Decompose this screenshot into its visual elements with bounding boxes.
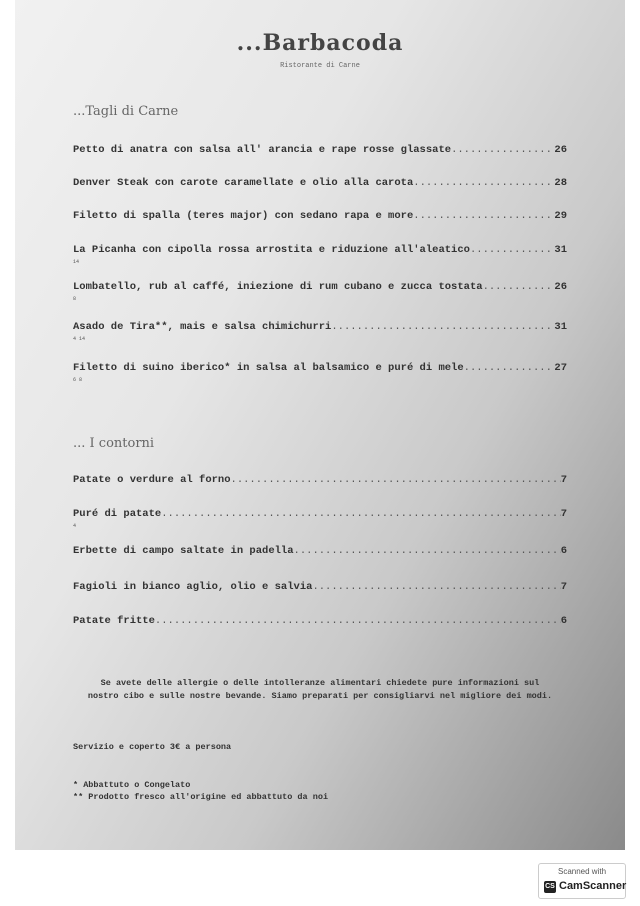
allergen-codes: 6 8 — [73, 377, 83, 383]
menu-item-name: Filetto di suino iberico* in salsa al balsamico e puré di mele — [73, 362, 464, 374]
section-title-sides: ... I contorni — [73, 436, 155, 451]
menu-item-price: 31 — [554, 321, 567, 333]
menu-item-name: Lombatello, rub al caffé, iniezione di rum cubano e zucca tostata — [73, 281, 483, 293]
allergen-codes: 4 — [73, 523, 77, 529]
menu-item-name: La Picanha con cipolla rossa arrostita e riduzione all'aleatico — [73, 244, 470, 256]
leader-dots — [464, 362, 555, 374]
menu-item — [73, 362, 567, 374]
allergy-note-line: Se avete delle allergie o delle intolleranze alimentari chiedete pure informazioni sul — [100, 678, 540, 688]
menu-item-name: Patate fritte — [73, 615, 155, 627]
leader-dots — [331, 321, 554, 333]
watermark-brand: CamScanner — [559, 880, 627, 892]
leader-dots — [312, 581, 560, 593]
menu-item-name: Asado de Tira**, mais e salsa chimichurri — [73, 321, 332, 333]
leader-dots — [413, 210, 554, 222]
camscanner-watermark — [538, 863, 626, 899]
menu-item-name: Denver Steak con carote caramellate e olio alla carota — [73, 177, 414, 189]
menu-item-price: 28 — [554, 177, 567, 189]
leader-dots — [413, 177, 554, 189]
menu-item — [73, 545, 567, 557]
menu-item-price: 6 — [560, 615, 567, 627]
restaurant-subtitle: Ristorante di Carne — [280, 62, 360, 70]
menu-item-price: 26 — [554, 144, 567, 156]
menu-item-name: Erbette di campo saltate in padella — [73, 545, 294, 557]
leader-dots — [231, 474, 561, 486]
allergen-codes: 14 — [73, 259, 80, 265]
menu-item — [73, 177, 567, 189]
menu-item — [73, 210, 567, 222]
allergen-codes: 4 14 — [73, 336, 86, 342]
restaurant-name: ...Barbacoda — [236, 30, 404, 56]
menu-item — [73, 281, 567, 293]
menu-item — [73, 474, 567, 486]
menu-item-name: Petto di anatra con salsa all' arancia e rape rosse glassate — [73, 144, 452, 156]
leader-dots — [470, 244, 554, 256]
menu-item-price: 7 — [560, 581, 567, 593]
menu-item — [73, 321, 567, 333]
allergen-codes: 8 — [73, 296, 77, 302]
menu-item — [73, 144, 567, 156]
menu-item-name: Puré di patate — [73, 508, 162, 520]
watermark-text: Scanned with — [557, 867, 607, 876]
service-charge: Servizio e coperto 3€ a persona — [73, 742, 232, 752]
menu-item-name: Fagioli in bianco aglio, olio e salvia — [73, 581, 313, 593]
menu-page — [15, 0, 625, 850]
section-title-meat: ...Tagli di Carne — [73, 104, 179, 119]
menu-item-price: 7 — [560, 474, 567, 486]
leader-dots — [161, 508, 560, 520]
menu-item-price: 7 — [560, 508, 567, 520]
menu-item-name: Filetto di spalla (teres major) con sedano rapa e more — [73, 210, 414, 222]
menu-item-name: Patate o verdure al forno — [73, 474, 231, 486]
allergy-note — [60, 677, 580, 703]
menu-item-price: 26 — [554, 281, 567, 293]
menu-item — [73, 244, 567, 256]
leader-dots — [451, 144, 554, 156]
menu-item — [73, 615, 567, 627]
menu-item — [73, 508, 567, 520]
leader-dots — [294, 545, 561, 557]
menu-item-price: 6 — [560, 545, 567, 557]
footnote: * Abbattuto o Congelato — [73, 780, 191, 790]
menu-item-price: 29 — [554, 210, 567, 222]
camscanner-logo-icon: CS — [544, 881, 556, 893]
leader-dots — [483, 281, 555, 293]
leader-dots — [155, 615, 561, 627]
menu-item-price: 27 — [554, 362, 567, 374]
menu-item — [73, 581, 567, 593]
allergy-note-line: nostro cibo e sulle nostre bevande. Siamo preparati per consigliarvi nel migliore dei modi. — [87, 691, 553, 701]
footnote: ** Prodotto fresco all'origine ed abbattuto da noi — [73, 792, 329, 802]
menu-item-price: 31 — [554, 244, 567, 256]
